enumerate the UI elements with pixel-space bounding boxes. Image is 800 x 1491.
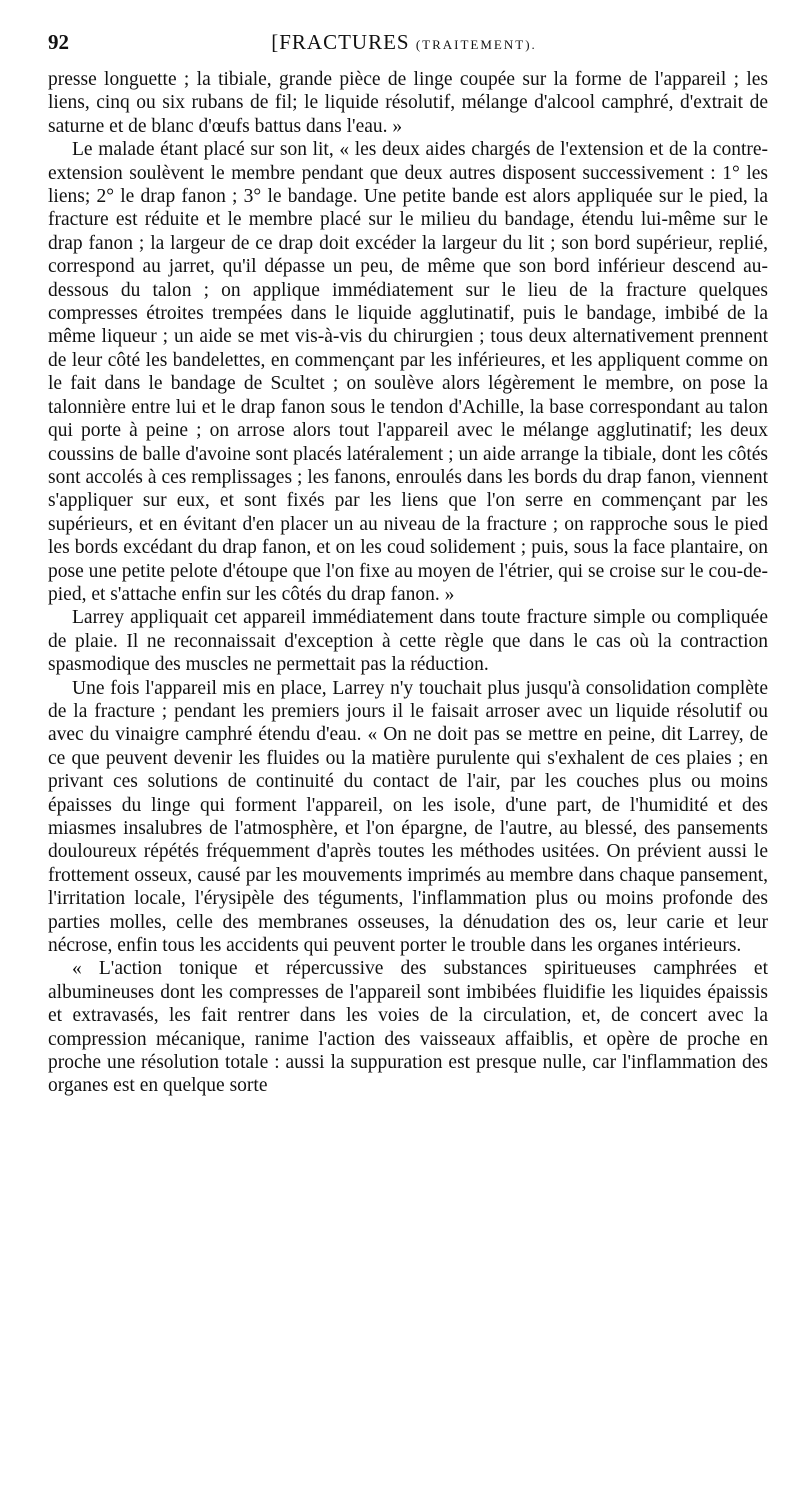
paragraph: Une fois l'appareil mis en place, Larrey n'y touchait plus jusqu'à consolidation complète de la fracture ; pendant les premiers jours il le faisait arroser avec un liquide résolutif ou avec du vinaigre camphré étendu d'eau. « On ne doit pas se mettre en peine, dit Larrey, de ce que peuvent devenir les fluides ou la matière purulente qui s'exhalent de ces plaies ; en privant ces solutions de continuité du contact de l'air, par les couches plus ou moins épaisses du linge qui forment l'appareil, on les isole, d'une part, de l'humidité et des miasmes insalubres de l'atmosphère, et l'on épargne, de l'autre, au blessé, des pansements douloureux répétés fréquemment d'après toutes les méthodes usitées. On prévient aussi le frottement osseux, causé par les mouvements imprimés au membre dans chaque pansement, l'irritation locale, l'érysipèle des téguments, l'inflammation plus ou moins profonde des parties molles, celle des membranes osseuses, la dénudation des os, leur carie et leur nécrose, enfin tous les accidents qui peuvent porter le trouble dans les organes intérieurs. [48, 677, 768, 957]
paragraph: « L'action tonique et répercussive des substances spiritueuses camphrées et albumineuses dont les compresses de l'appareil sont imbibées fluidifie les liquides épaissis et extravasés, les fait rentrer dans les voies de la circulation, et, de concert avec la compression mécanique, ranime l'action des vaisseaux affaiblis, et opère de proche en proche une résolution totale : aussi la suppuration est presque nulle, car l'inflammation des organes est en quelque sorte [48, 958, 768, 1097]
paragraph: presse longuette ; la tibiale, grande pièce de linge coupée sur la forme de l'appareil ; les liens, cinq ou six rubans de fil; le liquide résolutif, mélange d'alcool camphré, d'extrait de saturne et de blanc d'œufs battus dans l'eau. » [48, 69, 768, 137]
page-header [48, 30, 760, 64]
paragraph: Larrey appliquait cet appareil immédiatement dans toute fracture simple ou compliquée de plaie. Il ne reconnaissait d'exception à cette règle que dans le cas où la contraction spasmodique des muscles ne permettait pas la réduction. [48, 607, 768, 676]
running-title [48, 30, 760, 55]
page-number: 92 [48, 30, 69, 54]
running-title-main: [FRACTURES [271, 30, 410, 54]
running-title-sub: (TRAITEMENT). [415, 37, 537, 52]
body-text [48, 68, 768, 1098]
paragraph: Le malade étant placé sur son lit, « les deux aides chargés de l'extension et de la contre-extension soulèvent le membre pendant que deux autres disposent successivement : 1° les liens; 2° le drap fanon ; 3° le bandage. Une petite bande est alors appliquée sur le pied, la fracture est réduite et le membre placé sur le milieu du bandage, étendu lui-même sur le drap fanon ; la largeur de ce drap doit excéder la largeur du lit ; son bord supérieur, replié, correspond au jarret, qu'il dépasse un peu, de même que son bord inférieur descend au-dessous du talon ; on applique immédiatement sur le lieu de la fracture quelques compresses étroites trempées dans le liquide agglutinatif, puis le bandage, imbibé de la même liqueur ; un aide se met vis-à-vis du chirurgien ; tous deux alternativement prennent de leur côté les bandelettes, en commençant par les inférieures, et les appliquent comme on le fait dans le bandage de Scultet ; on soulève alors légèrement le membre, on pose la talonnière entre lui et le drap fanon sous le tendon d'Achille, la base correspondant au talon qui porte à peine ; on arrose alors tout l'appareil avec le mélange agglutinatif; les deux coussins de balle d'avoine sont placés latéralement ; un aide arrange la tibiale, dont les côtés sont accolés à ces remplissages ; les fanons, enroulés dans les bords du drap fanon, viennent s'appliquer sur eux, et sont fixés par les liens que l'on serre en commençant par les supérieurs, et en évitant d'en placer un au niveau de la fracture ; on rapproche sous le pied les bords excédant du drap fanon, et on les coud solidement ; puis, sous la face plantaire, on pose une petite pelote d'étoupe que l'on fixe au moyen de l'étrier, qui se croise sur le cou-de-pied, et s'attache enfin sur les côtés du drap fanon. » [48, 139, 768, 605]
